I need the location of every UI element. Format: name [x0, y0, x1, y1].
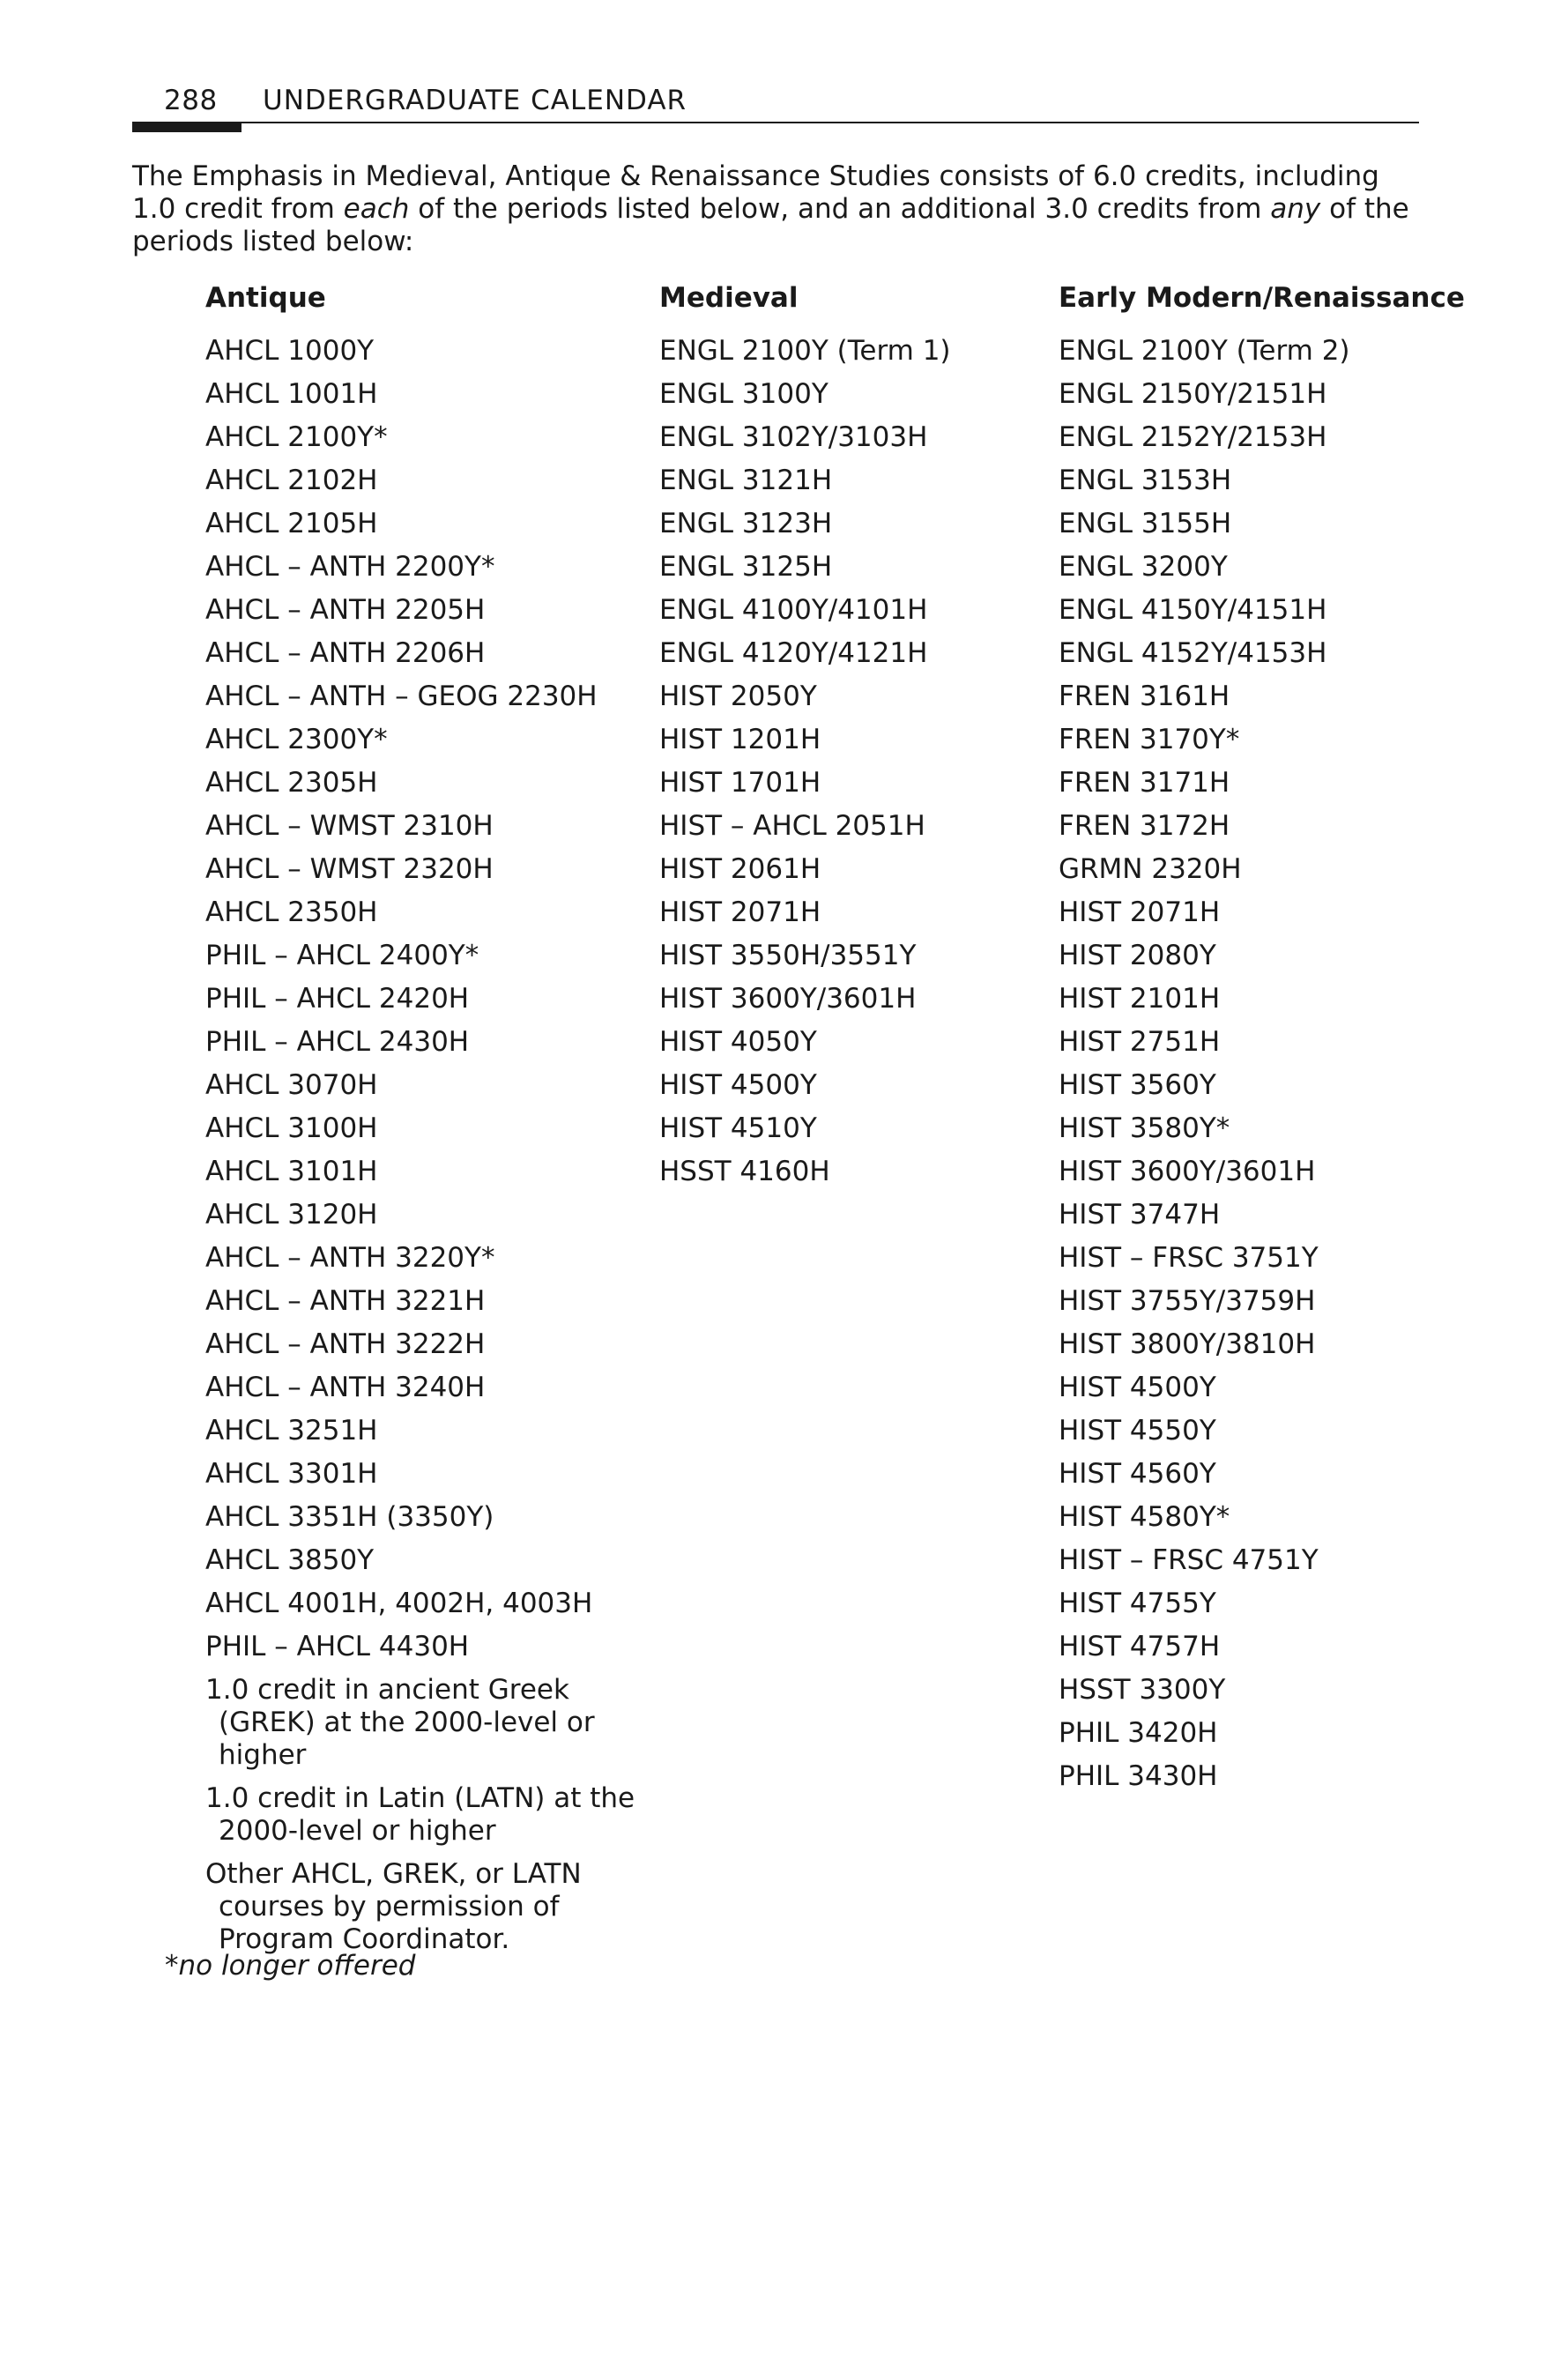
list-item: HIST 4050Y — [659, 1026, 817, 1058]
column-antique — [205, 280, 664, 1967]
list-item: AHCL 2102H — [205, 465, 378, 496]
column-heading-antique: Antique — [205, 282, 326, 314]
list-item: AHCL 2105H — [205, 508, 378, 539]
list-item: PHIL – AHCL 2420H — [205, 983, 470, 1015]
list-item: HIST 2101H — [1059, 983, 1221, 1015]
list-item: ENGL 4100Y/4101H — [659, 594, 928, 626]
list-item: HIST 3600Y/3601H — [659, 983, 917, 1015]
list-item: AHCL 3850Y — [205, 1544, 375, 1576]
list-item: PHIL – AHCL 2400Y* — [205, 940, 479, 971]
list-item: AHCL 1000Y — [205, 335, 375, 367]
list-item: HIST 2050Y — [659, 681, 817, 712]
list-item: HIST 3747H — [1059, 1199, 1221, 1231]
list-item: 1.0 credit in ancient Greek (GREK) at the 2000-level or higher — [205, 1674, 595, 1771]
intro-paragraph — [132, 160, 1428, 258]
list-item: ENGL 3155H — [1059, 508, 1232, 539]
list-item: FREN 3170Y* — [1059, 724, 1240, 755]
course-list-early-modern — [1059, 335, 1446, 1793]
list-item: HIST 3600Y/3601H — [1059, 1156, 1316, 1187]
list-item: AHCL 1001H — [205, 378, 378, 410]
list-item: HIST 2061H — [659, 853, 821, 885]
list-item: AHCL – ANTH 3220Y* — [205, 1242, 495, 1274]
list-item: HIST 1701H — [659, 767, 821, 799]
list-item: HIST 4580Y* — [1059, 1501, 1230, 1533]
list-item: AHCL 4001H, 4002H, 4003H — [205, 1588, 593, 1619]
list-item: AHCL 3070H — [205, 1069, 378, 1101]
list-item: HIST – FRSC 3751Y — [1059, 1242, 1319, 1274]
list-item: Other AHCL, GREK, or LATN courses by permission of Program Coordinator. — [205, 1858, 582, 1955]
page-number: 288 — [164, 85, 218, 116]
list-item: HIST 2071H — [659, 896, 821, 928]
list-item: HIST – AHCL 2051H — [659, 810, 925, 842]
page-header — [132, 85, 1419, 123]
list-item: HIST 2080Y — [1059, 940, 1216, 971]
list-item: AHCL – ANTH 2205H — [205, 594, 486, 626]
list-item: AHCL – ANTH – GEOG 2230H — [205, 681, 598, 712]
list-item: HSST 3300Y — [1059, 1674, 1226, 1706]
list-item: ENGL 3153H — [1059, 465, 1232, 496]
list-item: AHCL – WMST 2310H — [205, 810, 494, 842]
column-heading-early-modern: Early Modern/Renaissance — [1059, 282, 1465, 314]
list-item: 1.0 credit in Latin (LATN) at the 2000-level or higher — [205, 1782, 635, 1847]
list-item: AHCL 3101H — [205, 1156, 378, 1187]
list-item: AHCL – ANTH 3221H — [205, 1285, 486, 1317]
list-item: PHIL 3420H — [1059, 1717, 1218, 1749]
list-item: AHCL 2300Y* — [205, 724, 388, 755]
list-item: HIST 1201H — [659, 724, 821, 755]
course-list-medieval — [659, 335, 1047, 1188]
list-item: AHCL 3100H — [205, 1112, 378, 1144]
list-item: ENGL 4120Y/4121H — [659, 637, 928, 669]
list-item: HIST 3580Y* — [1059, 1112, 1230, 1144]
list-item: ENGL 3125H — [659, 551, 833, 583]
list-item: ENGL 3121H — [659, 465, 833, 496]
header-rule — [132, 122, 1419, 123]
list-item: FREN 3172H — [1059, 810, 1230, 842]
column-heading-medieval: Medieval — [659, 282, 799, 314]
list-item: FREN 3161H — [1059, 681, 1230, 712]
intro-emphasis-each: each — [343, 193, 410, 225]
list-item: HIST 2751H — [1059, 1026, 1221, 1058]
list-item: ENGL 2152Y/2153H — [1059, 421, 1327, 453]
list-item: AHCL – ANTH 3222H — [205, 1328, 486, 1360]
list-item: HIST 4755Y — [1059, 1588, 1216, 1619]
list-item: HIST – FRSC 4751Y — [1059, 1544, 1319, 1576]
column-early-modern — [1059, 280, 1465, 1804]
list-item: ENGL 3200Y — [1059, 551, 1228, 583]
header-bar — [132, 122, 241, 132]
list-item: HIST 4510Y — [659, 1112, 817, 1144]
list-item: PHIL – AHCL 4430H — [205, 1631, 470, 1662]
list-item: HIST 3560Y — [1059, 1069, 1216, 1101]
running-title: UNDERGRADUATE CALENDAR — [263, 85, 687, 116]
list-item: AHCL 3301H — [205, 1458, 378, 1490]
intro-text-2: of the periods listed below, and an additional 3.0 credits from — [409, 193, 1271, 225]
list-item: ENGL 2150Y/2151H — [1059, 378, 1327, 410]
list-item: HIST 2071H — [1059, 896, 1221, 928]
list-item: ENGL 4152Y/4153H — [1059, 637, 1327, 669]
list-item: HIST 4550Y — [1059, 1415, 1216, 1447]
list-item: AHCL 2350H — [205, 896, 378, 928]
list-item: HIST 4500Y — [659, 1069, 817, 1101]
list-item: AHCL – ANTH 3240H — [205, 1372, 486, 1403]
list-item: AHCL 3120H — [205, 1199, 378, 1231]
intro-text-3: of the periods listed below: — [132, 193, 1409, 257]
intro-text-1: The Emphasis in Medieval, Antique & Renaissance Studies consists of 6.0 credits, including 1.0 credit from — [132, 160, 1379, 225]
list-item: ENGL 3123H — [659, 508, 833, 539]
list-item: AHCL – ANTH 2206H — [205, 637, 486, 669]
list-item: HIST 4500Y — [1059, 1372, 1216, 1403]
list-item: AHCL 2305H — [205, 767, 378, 799]
list-item: AHCL 2100Y* — [205, 421, 388, 453]
list-item: ENGL 4150Y/4151H — [1059, 594, 1327, 626]
list-item: PHIL – AHCL 2430H — [205, 1026, 470, 1058]
course-list-antique — [205, 335, 664, 1956]
list-item: AHCL – WMST 2320H — [205, 853, 494, 885]
list-item: ENGL 2100Y (Term 2) — [1059, 335, 1350, 367]
list-item: AHCL 3251H — [205, 1415, 378, 1447]
list-item: AHCL 3351H (3350Y) — [205, 1501, 494, 1533]
list-item: HIST 4560Y — [1059, 1458, 1216, 1490]
list-item: FREN 3171H — [1059, 767, 1230, 799]
list-item: HIST 3755Y/3759H — [1059, 1285, 1316, 1317]
column-medieval — [659, 280, 1047, 1199]
list-item: HIST 3550H/3551Y — [659, 940, 917, 971]
list-item: PHIL 3430H — [1059, 1760, 1218, 1792]
list-item: HIST 4757H — [1059, 1631, 1221, 1662]
list-item: HIST 3800Y/3810H — [1059, 1328, 1316, 1360]
list-item: ENGL 2100Y (Term 1) — [659, 335, 951, 367]
list-item: GRMN 2320H — [1059, 853, 1242, 885]
list-item: ENGL 3102Y/3103H — [659, 421, 928, 453]
list-item: AHCL – ANTH 2200Y* — [205, 551, 495, 583]
footnote: *no longer offered — [165, 1950, 416, 1982]
list-item: HSST 4160H — [659, 1156, 830, 1187]
list-item: ENGL 3100Y — [659, 378, 829, 410]
intro-emphasis-any: any — [1270, 193, 1321, 225]
